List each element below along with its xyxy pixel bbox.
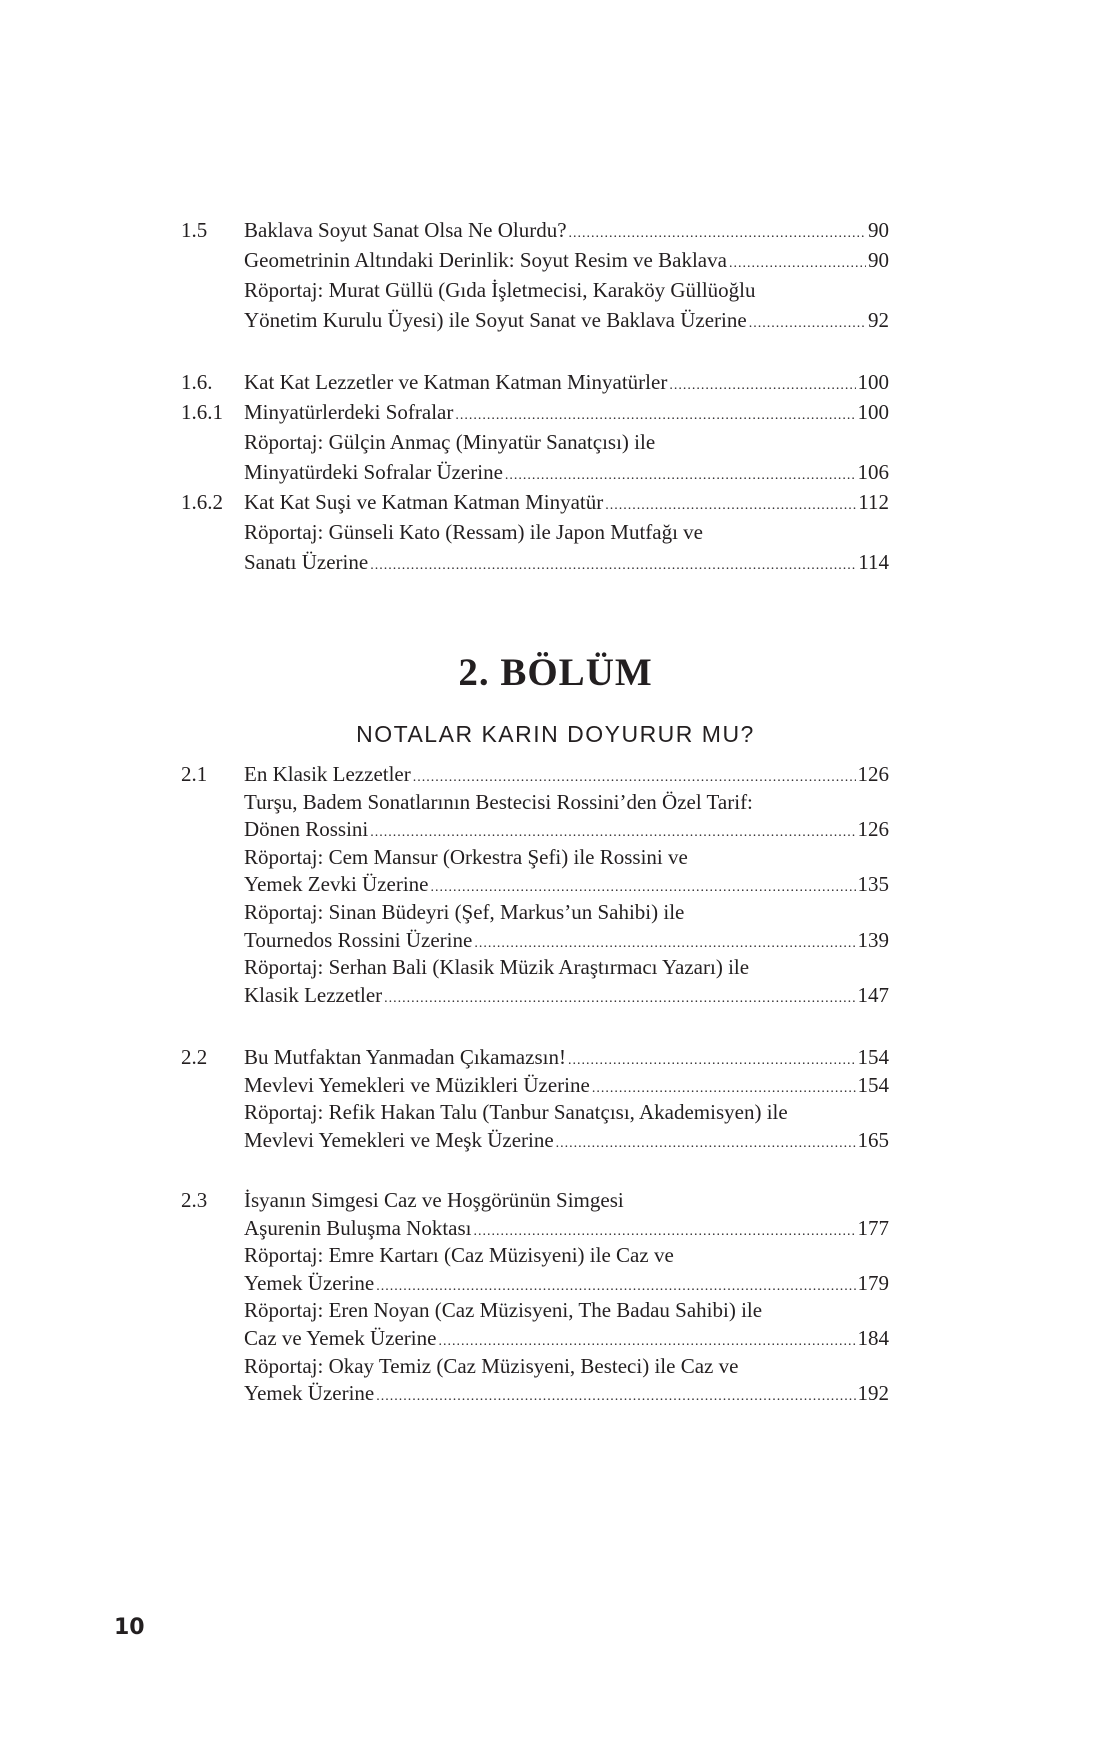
toc-entry — [0, 1270, 1111, 1298]
toc-entry-title: Turşu, Badem Sonatlarının Bestecisi Rossini’den Özel Tarif: — [244, 789, 753, 814]
dot-leader — [370, 551, 856, 581]
toc-entry-line — [244, 547, 889, 581]
toc-entry — [0, 1072, 1111, 1100]
toc-entry-number: 1.5 — [181, 218, 208, 242]
toc-entry — [0, 397, 1111, 427]
toc-entry-title: Bu Mutfaktan Yanmadan Çıkamazsın! — [244, 1045, 566, 1069]
toc-entry-page: 90 — [868, 248, 889, 272]
toc-entry-number: 1.6.1 — [181, 400, 223, 424]
toc-entry-title: Röportaj: Eren Noyan (Caz Müzisyeni, The Badau Sahibi) ile — [244, 1298, 763, 1323]
toc-entry-page: 147 — [857, 982, 889, 1007]
toc-entry — [0, 517, 1111, 547]
dot-leader — [749, 309, 866, 339]
toc-entry-number: 1.6. — [181, 370, 213, 394]
toc-entry — [0, 427, 1111, 457]
toc-entry-page: 179 — [857, 1270, 889, 1295]
toc-section — [0, 1187, 1111, 1408]
toc-entry-line — [244, 927, 889, 958]
dot-leader — [592, 1075, 856, 1103]
toc-entry-line — [244, 1099, 889, 1127]
toc-entry-number: 2.2 — [181, 1045, 208, 1069]
toc-entry — [0, 457, 1111, 487]
toc-entry-line — [244, 1325, 889, 1356]
toc-entry-line — [244, 871, 889, 902]
toc-entry-line — [244, 899, 889, 927]
toc-entry-line — [244, 982, 889, 1013]
toc-entry-title: Yönetim Kurulu Üyesi) ile Soyut Sanat ve Baklava Üzerine — [244, 308, 747, 332]
toc-entry-title: Röportaj: Sinan Büdeyri (Şef, Markus’un Sahibi) ile — [244, 899, 685, 924]
toc-entry-title: İsyanın Simgesi Caz ve Hoşgörünün Simgesi — [244, 1188, 624, 1212]
toc-entry-title: Röportaj: Refik Hakan Talu (Tanbur Sanatçısı, Akademisyen) ile — [244, 1100, 788, 1125]
toc-entry-line — [244, 1187, 889, 1215]
toc-entry — [0, 954, 1111, 982]
toc-entry-line — [244, 954, 889, 982]
dot-leader — [473, 1218, 855, 1246]
toc-entry — [0, 1215, 1111, 1243]
toc-entry-title: Minyatürlerdeki Sofralar — [244, 400, 454, 424]
toc-entry-page: 106 — [857, 460, 889, 484]
toc-entry-line — [244, 245, 889, 279]
toc-entry-number: 2.1 — [181, 762, 208, 786]
toc-entry-line — [244, 844, 889, 872]
toc-entry-page: 92 — [868, 308, 889, 332]
toc-entry — [0, 305, 1111, 335]
toc-entry-line — [244, 1297, 889, 1325]
toc-entry-line — [244, 215, 889, 249]
toc-entry — [0, 487, 1111, 517]
toc-entry-page: 154 — [857, 1045, 889, 1069]
toc-entry-line — [244, 816, 889, 847]
toc-entry-page: 135 — [857, 872, 889, 897]
toc-entry-line — [244, 1127, 889, 1158]
toc-entry-title: Röportaj: Emre Kartarı (Caz Müzisyeni) ile Caz ve — [244, 1243, 674, 1268]
toc-entry-line — [244, 1242, 889, 1270]
toc-entry-title: Röportaj: Günseli Kato (Ressam) ile Japon Mutfağı ve — [244, 520, 703, 544]
toc-entry — [0, 1127, 1111, 1155]
toc-entry-title: Kat Kat Suşi ve Katman Katman Minyatür — [244, 490, 604, 514]
toc-entry-title: Baklava Soyut Sanat Olsa Ne Olurdu? — [244, 218, 567, 242]
toc-entry — [0, 871, 1111, 899]
dot-leader — [430, 874, 855, 902]
dot-leader — [474, 930, 855, 958]
toc-entry — [0, 1325, 1111, 1353]
toc-entry-line — [244, 457, 889, 491]
toc-entry — [0, 899, 1111, 927]
dot-leader — [384, 985, 855, 1013]
toc-entry-title: Mevlevi Yemekleri ve Meşk Üzerine — [244, 1127, 554, 1152]
toc-entry — [0, 1353, 1111, 1381]
toc-entry-page: 165 — [857, 1127, 889, 1152]
toc-entry-title: Yemek Üzerine — [244, 1270, 375, 1295]
toc-entry-page: 126 — [857, 817, 889, 842]
toc-entry — [0, 275, 1111, 305]
toc-entry-title: Röportaj: Gülçin Anmaç (Minyatür Sanatçısı) ile — [244, 430, 656, 454]
page-number: 10 — [114, 1615, 145, 1640]
chapter-title: 2. BÖLÜM — [458, 651, 653, 694]
toc-entry-page: 184 — [857, 1325, 889, 1350]
toc-entry-title: Sanatı Üzerine — [244, 550, 369, 574]
toc-entry-title: Röportaj: Cem Mansur (Orkestra Şefi) ile Rossini ve — [244, 844, 688, 869]
toc-entry-line — [244, 367, 889, 401]
toc-entry-line — [244, 1044, 889, 1075]
toc-entry-line — [244, 1270, 889, 1301]
toc-entry-title: En Klasik Lezzetler — [244, 762, 411, 786]
toc-entry-title: Kat Kat Lezzetler ve Katman Katman Minyatürler — [244, 370, 668, 394]
toc-entry-line — [244, 397, 889, 431]
toc-entry — [0, 1099, 1111, 1127]
dot-leader — [556, 1130, 856, 1158]
chapter-subtitle: NOTALAR KARIN DOYURUR MU? — [356, 721, 755, 747]
toc-section — [0, 367, 1111, 577]
dot-leader — [413, 764, 856, 792]
toc-entry — [0, 1044, 1111, 1072]
toc-entry-title: Aşurenin Buluşma Noktası — [244, 1215, 472, 1240]
toc-entry-title: Geometrinin Altındaki Derinlik: Soyut Resim ve Baklava — [244, 248, 727, 272]
toc-entry-page: 112 — [858, 490, 889, 514]
toc-entry-title: Yemek Üzerine — [244, 1381, 375, 1406]
toc-entry-line — [244, 1215, 889, 1246]
toc-entry-line — [244, 1072, 889, 1103]
toc-entry-title: Röportaj: Serhan Bali (Klasik Müzik Araştırmacı Yazarı) ile — [244, 955, 750, 980]
toc-entry-title: Tournedos Rossini Üzerine — [244, 927, 473, 952]
dot-leader — [376, 1383, 855, 1411]
dot-leader — [370, 819, 855, 847]
toc-entry-title: Caz ve Yemek Üzerine — [244, 1325, 437, 1350]
toc-section — [0, 761, 1111, 1009]
toc-entry-line — [244, 1353, 889, 1381]
toc-entry — [0, 844, 1111, 872]
toc-entry — [0, 1242, 1111, 1270]
toc-entry-title: Klasik Lezzetler — [244, 982, 383, 1007]
toc-entry-page: 114 — [858, 550, 889, 574]
toc-entry-page: 90 — [868, 218, 889, 242]
toc-entry — [0, 1297, 1111, 1325]
toc-entry-line — [244, 517, 889, 547]
toc-entry-line — [244, 487, 889, 521]
toc-entry-number: 2.3 — [181, 1188, 208, 1212]
toc-section — [0, 1044, 1111, 1154]
toc-entry — [0, 927, 1111, 955]
toc-entry-title: Röportaj: Murat Güllü (Gıda İşletmecisi, Karaköy Güllüoğlu — [244, 278, 756, 302]
toc-entry — [0, 982, 1111, 1010]
toc-entry-page: 126 — [857, 762, 889, 786]
toc-entry-page: 139 — [857, 927, 889, 952]
toc-entry-line — [244, 305, 889, 339]
toc-entry-page: 100 — [857, 370, 889, 394]
toc-entry — [0, 816, 1111, 844]
toc-entry-title: Yemek Zevki Üzerine — [244, 872, 429, 897]
toc-entry — [0, 1380, 1111, 1408]
toc-entry — [0, 761, 1111, 789]
toc-entry-page: 154 — [857, 1072, 889, 1097]
toc-entry-page: 100 — [857, 400, 889, 424]
toc-entry-page: 192 — [857, 1381, 889, 1406]
toc-entry-line — [244, 789, 889, 817]
toc-entry — [0, 367, 1111, 397]
toc-entry-title: Dönen Rossini — [244, 817, 369, 842]
toc-section — [0, 215, 1111, 335]
toc-entry — [0, 1187, 1111, 1215]
dot-leader — [438, 1328, 855, 1356]
toc-entry — [0, 547, 1111, 577]
toc-entry-title: Röportaj: Okay Temiz (Caz Müzisyeni, Besteci) ile Caz ve — [244, 1353, 739, 1378]
toc-entry-title: Mevlevi Yemekleri ve Müzikleri Üzerine — [244, 1072, 590, 1097]
toc-entry-number: 1.6.2 — [181, 490, 223, 514]
toc-entry — [0, 789, 1111, 817]
toc-entry — [0, 245, 1111, 275]
dot-leader — [568, 1047, 856, 1075]
dot-leader — [376, 1273, 855, 1301]
toc-entry-line — [244, 275, 889, 305]
toc-entry-line — [244, 761, 889, 792]
toc-entry-line — [244, 1380, 889, 1411]
toc-entry-title: Minyatürdeki Sofralar Üzerine — [244, 460, 503, 484]
toc-entry-page: 177 — [857, 1215, 889, 1240]
toc-entry-line — [244, 427, 889, 457]
toc-entry — [0, 215, 1111, 245]
